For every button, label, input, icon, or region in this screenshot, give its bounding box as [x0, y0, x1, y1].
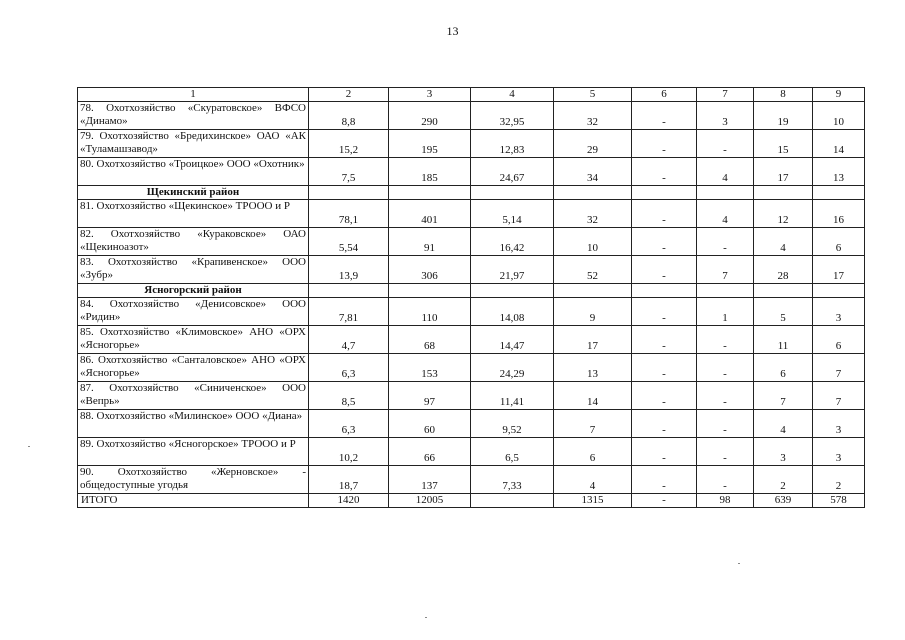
value-cell-col-3: 137: [389, 466, 471, 494]
empty-cell: [471, 186, 554, 200]
value-cell-col-3: 68: [389, 326, 471, 354]
column-header-5: 5: [554, 88, 632, 102]
total-row: [78, 494, 865, 508]
value-cell-col-3: 60: [389, 410, 471, 438]
value-cell-col-9: 7: [813, 354, 865, 382]
column-header-7: 7: [697, 88, 754, 102]
table-header: [78, 88, 865, 102]
value-cell-col-9: 3: [813, 298, 865, 326]
value-cell-col-4: 14,47: [471, 326, 554, 354]
value-cell-col-7: -: [697, 382, 754, 410]
empty-cell: [813, 284, 865, 298]
value-cell-col-4: 6,5: [471, 438, 554, 466]
value-cell-col-7: -: [697, 466, 754, 494]
value-cell-col-6: -: [632, 130, 697, 158]
total-cell-col-2: 1420: [309, 494, 389, 508]
value-cell-col-6: -: [632, 466, 697, 494]
empty-cell: [697, 284, 754, 298]
value-cell-col-5: 4: [554, 466, 632, 494]
value-cell-col-7: -: [697, 410, 754, 438]
value-cell-col-9: 17: [813, 256, 865, 284]
value-cell-col-6: -: [632, 228, 697, 256]
value-cell-col-3: 110: [389, 298, 471, 326]
hunting-ground-name: 85. Охотхозяйство «Климовское» АНО «ОРХ «Ясногорье»: [78, 326, 309, 354]
value-cell-col-9: 6: [813, 228, 865, 256]
hunting-ground-name: 87. Охотхозяйство «Синиченское» ООО «Вепрь»: [78, 382, 309, 410]
value-cell-col-7: 4: [697, 158, 754, 186]
empty-cell: [309, 186, 389, 200]
value-cell-col-2: 13,9: [309, 256, 389, 284]
hunting-ground-name: 80. Охотхозяйство «Троицкое» ООО «Охотник»: [78, 158, 309, 186]
table-row: [78, 298, 865, 326]
value-cell-col-2: 7,5: [309, 158, 389, 186]
value-cell-col-5: 32: [554, 102, 632, 130]
value-cell-col-8: 2: [754, 466, 813, 494]
value-cell-col-4: 14,08: [471, 298, 554, 326]
value-cell-col-5: 6: [554, 438, 632, 466]
value-cell-col-4: 12,83: [471, 130, 554, 158]
value-cell-col-8: 19: [754, 102, 813, 130]
value-cell-col-2: 6,3: [309, 410, 389, 438]
value-cell-col-2: 5,54: [309, 228, 389, 256]
value-cell-col-5: 52: [554, 256, 632, 284]
value-cell-col-9: 3: [813, 438, 865, 466]
table-row: [78, 200, 865, 228]
value-cell-col-4: 5,14: [471, 200, 554, 228]
value-cell-col-9: 7: [813, 382, 865, 410]
hunting-ground-name: 84. Охотхозяйство «Денисовское» ООО «Ридин»: [78, 298, 309, 326]
table-row: [78, 326, 865, 354]
value-cell-col-2: 15,2: [309, 130, 389, 158]
total-cell-col-6: -: [632, 494, 697, 508]
district-row: [78, 186, 865, 200]
empty-cell: [754, 186, 813, 200]
value-cell-col-8: 3: [754, 438, 813, 466]
value-cell-col-9: 13: [813, 158, 865, 186]
value-cell-col-8: 12: [754, 200, 813, 228]
table-row: [78, 228, 865, 256]
value-cell-col-5: 14: [554, 382, 632, 410]
empty-cell: [389, 284, 471, 298]
value-cell-col-2: 10,2: [309, 438, 389, 466]
total-cell-col-9: 578: [813, 494, 865, 508]
hunting-ground-name: 78. Охотхозяйство «Скуратовское» ВФСО «Динамо»: [78, 102, 309, 130]
empty-cell: [697, 186, 754, 200]
value-cell-col-9: 2: [813, 466, 865, 494]
header-row: [78, 88, 865, 102]
column-header-4: 4: [471, 88, 554, 102]
table-row: [78, 256, 865, 284]
value-cell-col-3: 290: [389, 102, 471, 130]
value-cell-col-2: 6,3: [309, 354, 389, 382]
empty-cell: [471, 284, 554, 298]
value-cell-col-4: 24,29: [471, 354, 554, 382]
empty-cell: [632, 186, 697, 200]
table-row: [78, 102, 865, 130]
value-cell-col-9: 10: [813, 102, 865, 130]
value-cell-col-6: -: [632, 102, 697, 130]
value-cell-col-6: -: [632, 256, 697, 284]
value-cell-col-7: -: [697, 326, 754, 354]
table-row: [78, 410, 865, 438]
column-header-2: 2: [309, 88, 389, 102]
value-cell-col-8: 4: [754, 410, 813, 438]
total-cell-col-8: 639: [754, 494, 813, 508]
value-cell-col-4: 32,95: [471, 102, 554, 130]
column-header-6: 6: [632, 88, 697, 102]
page-number: 13: [446, 24, 459, 38]
value-cell-col-8: 6: [754, 354, 813, 382]
value-cell-col-8: 4: [754, 228, 813, 256]
value-cell-col-5: 9: [554, 298, 632, 326]
value-cell-col-5: 17: [554, 326, 632, 354]
total-label: ИТОГО: [78, 494, 309, 508]
total-cell-col-3: 12005: [389, 494, 471, 508]
value-cell-col-6: -: [632, 382, 697, 410]
value-cell-col-3: 306: [389, 256, 471, 284]
value-cell-col-5: 29: [554, 130, 632, 158]
value-cell-col-3: 153: [389, 354, 471, 382]
value-cell-col-5: 10: [554, 228, 632, 256]
value-cell-col-6: -: [632, 326, 697, 354]
table-row: [78, 382, 865, 410]
empty-cell: [309, 284, 389, 298]
value-cell-col-8: 17: [754, 158, 813, 186]
value-cell-col-4: 7,33: [471, 466, 554, 494]
value-cell-col-8: 15: [754, 130, 813, 158]
empty-cell: [554, 186, 632, 200]
value-cell-col-3: 401: [389, 200, 471, 228]
value-cell-col-2: 8,8: [309, 102, 389, 130]
value-cell-col-5: 34: [554, 158, 632, 186]
hunting-ground-name: 83. Охотхозяйство «Крапивенское» ООО «Зубр»: [78, 256, 309, 284]
value-cell-col-3: 185: [389, 158, 471, 186]
value-cell-col-9: 6: [813, 326, 865, 354]
table-row: [78, 354, 865, 382]
empty-cell: [389, 186, 471, 200]
value-cell-col-7: 1: [697, 298, 754, 326]
hunting-ground-name: 86. Охотхозяйство «Санталовское» АНО «ОРХ «Ясногорье»: [78, 354, 309, 382]
value-cell-col-7: -: [697, 130, 754, 158]
value-cell-col-2: 78,1: [309, 200, 389, 228]
value-cell-col-8: 5: [754, 298, 813, 326]
value-cell-col-6: -: [632, 200, 697, 228]
value-cell-col-3: 91: [389, 228, 471, 256]
value-cell-col-9: 16: [813, 200, 865, 228]
value-cell-col-3: 195: [389, 130, 471, 158]
value-cell-col-2: 4,7: [309, 326, 389, 354]
column-header-3: 3: [389, 88, 471, 102]
hunting-ground-name: 79. Охотхозяйство «Бредихинское» ОАО «АК «Туламашзавод»: [78, 130, 309, 158]
district-row: [78, 284, 865, 298]
hunting-ground-name: 88. Охотхозяйство «Милинское» ООО «Диана»: [78, 410, 309, 438]
hunting-ground-name: 89. Охотхозяйство «Ясногорское» ТРООО и Р: [78, 438, 309, 466]
hunting-ground-name: 81. Охотхозяйство «Щекинское» ТРООО и Р: [78, 200, 309, 228]
value-cell-col-7: -: [697, 438, 754, 466]
scan-speck: [425, 617, 427, 618]
column-header-9: 9: [813, 88, 865, 102]
value-cell-col-6: -: [632, 410, 697, 438]
table-row: [78, 130, 865, 158]
table-row: [78, 158, 865, 186]
value-cell-col-8: 28: [754, 256, 813, 284]
scan-speck: [28, 446, 30, 447]
value-cell-col-5: 13: [554, 354, 632, 382]
value-cell-col-6: -: [632, 438, 697, 466]
total-cell-col-4: [471, 494, 554, 508]
value-cell-col-7: -: [697, 354, 754, 382]
value-cell-col-2: 18,7: [309, 466, 389, 494]
total-cell-col-5: 1315: [554, 494, 632, 508]
value-cell-col-9: 3: [813, 410, 865, 438]
table-body: [78, 102, 865, 508]
hunting-ground-name: 82. Охотхозяйство «Кураковское» ОАО «Щекиноазот»: [78, 228, 309, 256]
hunting-ground-name: 90. Охотхозяйство «Жерновское» - общедоступные угодья: [78, 466, 309, 494]
table-row: [78, 466, 865, 494]
district-name: Щекинский район: [78, 186, 309, 200]
empty-cell: [754, 284, 813, 298]
value-cell-col-5: 7: [554, 410, 632, 438]
column-header-8: 8: [754, 88, 813, 102]
table-row: [78, 438, 865, 466]
value-cell-col-4: 16,42: [471, 228, 554, 256]
value-cell-col-3: 66: [389, 438, 471, 466]
value-cell-col-8: 11: [754, 326, 813, 354]
value-cell-col-4: 24,67: [471, 158, 554, 186]
value-cell-col-8: 7: [754, 382, 813, 410]
value-cell-col-4: 21,97: [471, 256, 554, 284]
value-cell-col-3: 97: [389, 382, 471, 410]
value-cell-col-2: 8,5: [309, 382, 389, 410]
hunting-grounds-table: [77, 87, 865, 508]
empty-cell: [632, 284, 697, 298]
value-cell-col-2: 7,81: [309, 298, 389, 326]
value-cell-col-9: 14: [813, 130, 865, 158]
value-cell-col-7: 3: [697, 102, 754, 130]
value-cell-col-4: 9,52: [471, 410, 554, 438]
empty-cell: [554, 284, 632, 298]
value-cell-col-6: -: [632, 354, 697, 382]
empty-cell: [813, 186, 865, 200]
value-cell-col-6: -: [632, 158, 697, 186]
column-header-1: 1: [78, 88, 309, 102]
district-name: Ясногорский район: [78, 284, 309, 298]
value-cell-col-7: 4: [697, 200, 754, 228]
scan-speck: [738, 563, 740, 564]
value-cell-col-7: -: [697, 228, 754, 256]
value-cell-col-5: 32: [554, 200, 632, 228]
value-cell-col-6: -: [632, 298, 697, 326]
value-cell-col-4: 11,41: [471, 382, 554, 410]
value-cell-col-7: 7: [697, 256, 754, 284]
total-cell-col-7: 98: [697, 494, 754, 508]
